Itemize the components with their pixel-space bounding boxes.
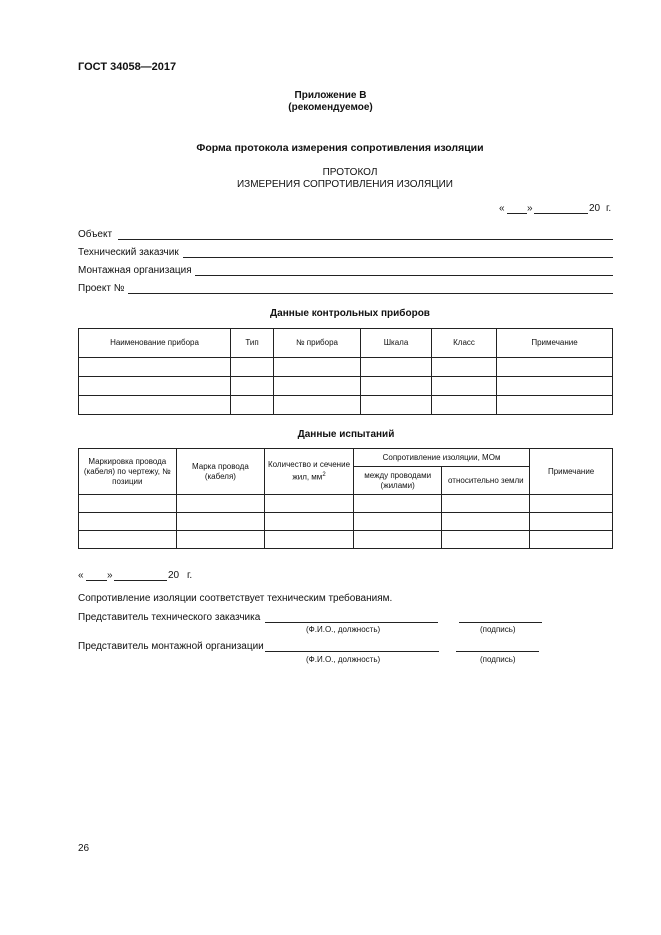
- table-header-row: [79, 449, 613, 467]
- appendix-subtitle: (рекомендуемое): [288, 102, 373, 113]
- protocol-title: ПРОТОКОЛ: [322, 167, 378, 178]
- table-cell[interactable]: [530, 495, 613, 513]
- table-header-row: [79, 329, 613, 358]
- table-cell[interactable]: [442, 513, 530, 531]
- table-cell[interactable]: [497, 377, 613, 396]
- field-label: Объект: [78, 229, 113, 240]
- table-cell[interactable]: [79, 495, 177, 513]
- header-cell: Марка провода (кабеля): [176, 449, 265, 495]
- form-title: Форма протокола измерения сопротивления изоляции: [196, 142, 484, 154]
- date-open-quote: «: [499, 203, 505, 214]
- table-cell[interactable]: [432, 396, 497, 415]
- table-cell[interactable]: [274, 396, 361, 415]
- header-cell: Класс: [432, 329, 497, 358]
- field-blank[interactable]: [195, 275, 613, 276]
- header-cell: между проводами (жилами): [353, 467, 442, 495]
- table-cell[interactable]: [442, 495, 530, 513]
- date-open-quote: «: [78, 570, 84, 581]
- table-cell[interactable]: [265, 531, 354, 549]
- instruments-title: Данные контрольных приборов: [270, 308, 430, 319]
- table-cell[interactable]: [353, 513, 442, 531]
- table-cell[interactable]: [231, 358, 274, 377]
- header-cell: относительно земли: [442, 467, 530, 495]
- table-row: [79, 513, 613, 531]
- sign-caption: (подпись): [480, 625, 516, 634]
- table-cell[interactable]: [265, 513, 354, 531]
- table-cell[interactable]: [353, 531, 442, 549]
- conclusion-text: Сопротивление изоляции соответствует техническим требованиям.: [78, 593, 393, 604]
- signature-label: Представитель монтажной организации: [78, 641, 264, 652]
- date-year-suffix: г.: [187, 570, 193, 581]
- date-close-quote: »: [107, 570, 113, 581]
- date-year: 20: [589, 203, 601, 214]
- field-blank[interactable]: [118, 239, 613, 240]
- header-cell: № прибора: [274, 329, 361, 358]
- table-cell[interactable]: [79, 377, 231, 396]
- table-row: [79, 396, 613, 415]
- field-label: Технический заказчик: [78, 247, 179, 258]
- table-cell[interactable]: [231, 377, 274, 396]
- table-cell[interactable]: [79, 358, 231, 377]
- table-cell[interactable]: [176, 531, 265, 549]
- field-label: Проект №: [78, 283, 125, 294]
- table-cell[interactable]: [497, 396, 613, 415]
- table-cell[interactable]: [353, 495, 442, 513]
- table-cell[interactable]: [176, 513, 265, 531]
- table-cell[interactable]: [442, 531, 530, 549]
- sign-caption: (подпись): [480, 655, 516, 664]
- date-day-blank[interactable]: [86, 580, 107, 581]
- header-cell: Маркировка провода (кабеля) по чертежу, № позиции: [79, 449, 177, 495]
- table-row: [79, 358, 613, 377]
- field-blank[interactable]: [128, 293, 613, 294]
- fio-caption: (Ф.И.О., должность): [306, 655, 381, 664]
- header-cell: Сопротивление изоляции, МОм: [353, 449, 529, 467]
- fio-caption: (Ф.И.О., должность): [306, 625, 381, 634]
- table-cell[interactable]: [231, 396, 274, 415]
- sign-blank[interactable]: [459, 622, 542, 623]
- header-cell: [265, 449, 354, 495]
- table-cell[interactable]: [361, 396, 432, 415]
- superscript: 2: [322, 472, 326, 479]
- appendix-title: Приложение В: [294, 90, 367, 101]
- tests-title: Данные испытаний: [297, 429, 395, 440]
- table-cell[interactable]: [274, 377, 361, 396]
- date-year-suffix: г.: [606, 203, 612, 214]
- table-cell[interactable]: [497, 358, 613, 377]
- date-month-blank[interactable]: [534, 213, 588, 214]
- table-cell[interactable]: [361, 358, 432, 377]
- date-close-quote: »: [527, 203, 533, 214]
- page-number: 26: [78, 843, 90, 854]
- header-cell: Наименование прибора: [79, 329, 231, 358]
- instruments-table: [78, 328, 613, 415]
- header-cell: Примечание: [497, 329, 613, 358]
- table-cell[interactable]: [361, 377, 432, 396]
- table-cell[interactable]: [79, 513, 177, 531]
- sign-blank[interactable]: [456, 651, 539, 652]
- table-cell[interactable]: [432, 358, 497, 377]
- table-row: [79, 531, 613, 549]
- table-cell[interactable]: [265, 495, 354, 513]
- date-day-blank[interactable]: [507, 213, 527, 214]
- table-cell[interactable]: [530, 531, 613, 549]
- header-cell: Примечание: [530, 449, 613, 495]
- table-cell[interactable]: [79, 531, 177, 549]
- table-row: [79, 377, 613, 396]
- count-section-label: Количество и сечение жил, мм: [268, 460, 351, 482]
- signature-label: Представитель технического заказчика: [78, 612, 261, 623]
- header-cell: Шкала: [361, 329, 432, 358]
- table-cell[interactable]: [176, 495, 265, 513]
- table-cell[interactable]: [79, 396, 231, 415]
- table-cell[interactable]: [530, 513, 613, 531]
- protocol-subtitle: ИЗМЕРЕНИЯ СОПРОТИВЛЕНИЯ ИЗОЛЯЦИИ: [236, 179, 453, 190]
- table-cell[interactable]: [432, 377, 497, 396]
- tests-table: [78, 448, 613, 549]
- fio-blank[interactable]: [265, 651, 439, 652]
- field-label: Монтажная организация: [78, 265, 192, 276]
- fio-blank[interactable]: [265, 622, 438, 623]
- header-cell: Тип: [231, 329, 274, 358]
- date-month-blank[interactable]: [114, 580, 167, 581]
- field-blank[interactable]: [183, 257, 613, 258]
- table-row: [79, 495, 613, 513]
- date-year: 20: [168, 570, 180, 581]
- standard-number: ГОСТ 34058—2017: [78, 61, 177, 73]
- table-cell[interactable]: [274, 358, 361, 377]
